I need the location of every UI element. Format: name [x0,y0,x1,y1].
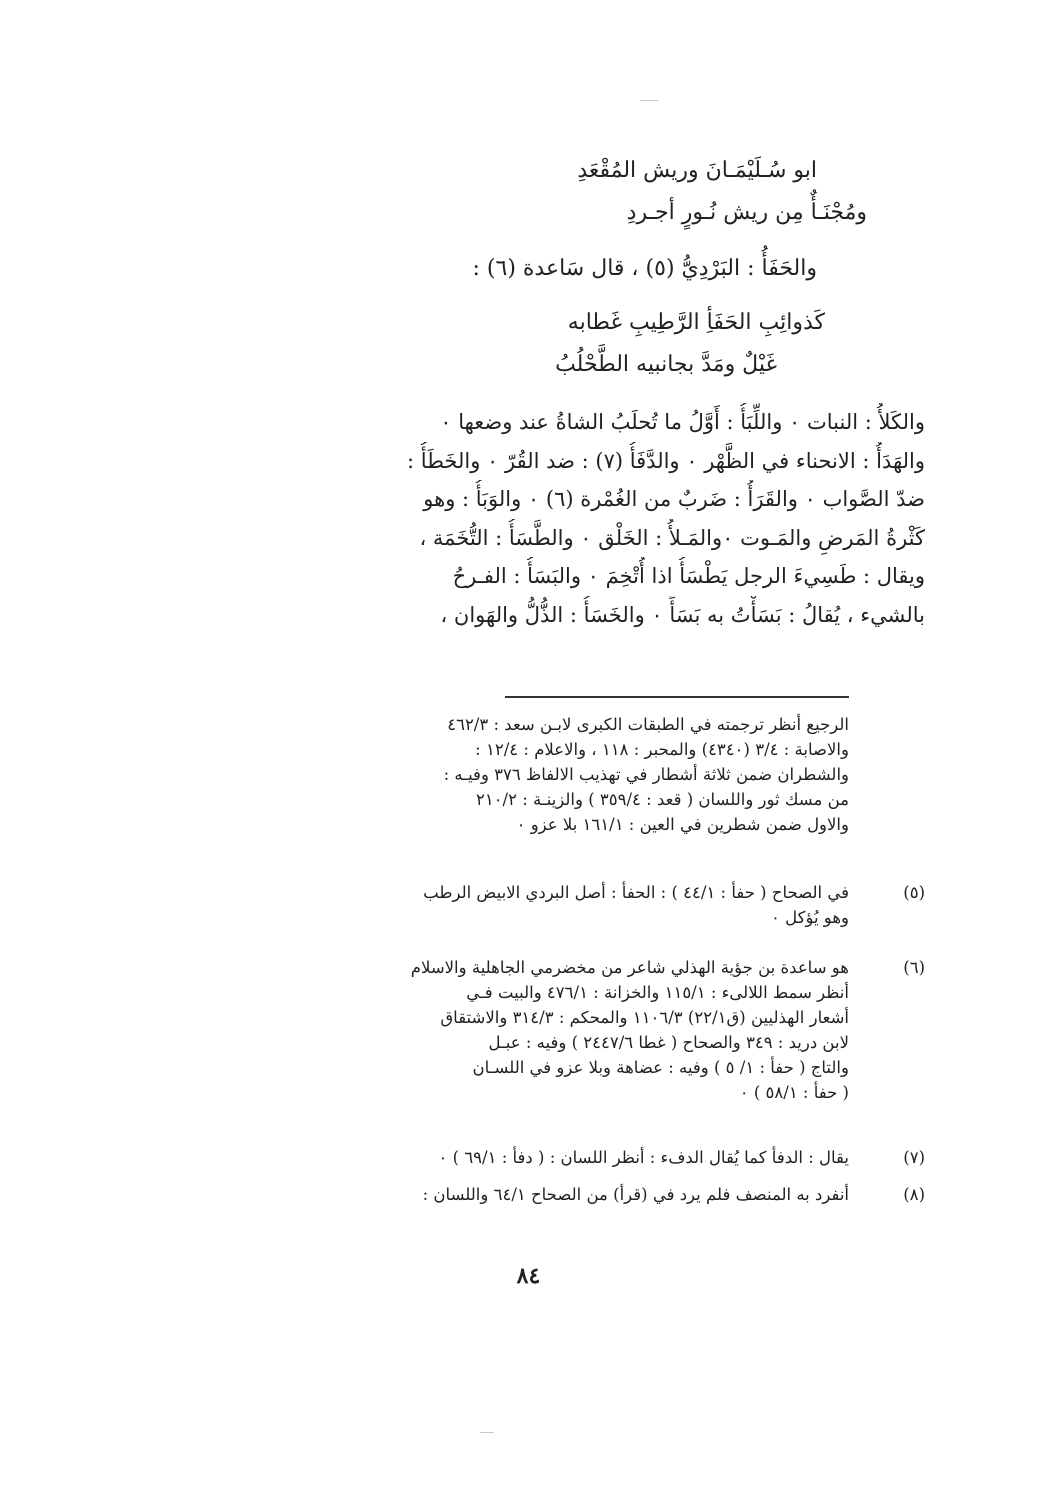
footnote-body [139,1182,849,1207]
footnote-line: وهو يُؤكل ٠ [770,908,849,927]
footnote-line: أنظر سمط اللالىء : ١١٥/١ والخزانة : ٤٧٦/١ والبيت فـي [466,983,849,1002]
footnote-line: الرجيع أنظر ترجمته في الطبقات الكبرى لابـن سعد : ٤٦٢/٣ [447,715,849,734]
footnote-body [139,955,849,1105]
verse-line-1: ابو سُـلَيْمَـانَ وريش المُقْعَدِ [577,158,817,183]
footnote-line: من مسك ثور واللسان ( قعد : ٣٥٩/٤ ) والزينـة : ٢١٠/٢ [475,790,849,809]
footnote-number: (٨) [903,1185,925,1204]
verse-line-3: والحَفَأُ : البَرْدِيُّ (٥) ، قال سَاعدة (٦) : [472,256,817,281]
paragraph-line: ضدّ الصَّواب ٠ والقَرَأُ : ضَربٌ من الغُمْرة (٦) ٠ والوَبَأُ : وهو [423,487,925,511]
footnote-number: (٧) [903,1148,925,1167]
main-paragraph [133,403,925,634]
footnote-line: والشطران ضمن ثلاثة أشطار في تهذيب الالفاظ ٣٧٦ وفيـه : [443,765,849,784]
footnote-divider [505,696,849,698]
footnote-body [139,1145,849,1170]
verse-line-2: ومُجْنَـأٌ مِن ريش نُـورٍ أجـردِ [626,200,867,225]
footnote-line: في الصحاح ( حفأ : ٤٤/١ ) : الحفأ : أصل البردي الابيض الرطب [423,883,849,902]
footnote-line: هو ساعدة بن جؤية الهذلي شاعر من مخضرمي الجاهلية والاسلام [410,958,849,977]
footnote-line: والتاج ( حفأ : ١/ ٥ ) وفيه : عضاهة وبلا عزو في اللسـان [472,1058,849,1077]
paragraph-line: ويقال : طَسِيءَ الرجل يَطْسَأُ اذا أُتْخِمَ ٠ والبَسَأُ : الفـرحُ [452,564,925,588]
footnote-number: (٦) [903,958,925,977]
verse-line-5: غَيْلٌ ومَدَّ بجانبيه الطَّحْلُبُ [555,352,777,377]
footnote-line: أشعار الهذليين (ق٢٢/١) ١١٠٦/٣ والمحكم : ٣١٤/٣ والاشتقاق [440,1008,849,1027]
verse-line-4: كَذوائِبِ الحَفَأِ الرَّطِيبِ غَطابه [567,310,825,335]
scan-speck [480,1432,494,1433]
footnote-line: أنفرد به المنصف فلم يرد في (قرأ) من الصحاح ٦٤/١ واللسان : [422,1185,849,1204]
scan-speck [640,100,658,101]
paragraph-line: بالشيء ، يُقالُ : بَسَأْتُ به بَسَأً ٠ والخَسَأُ : الذُّلُّ والهَوان ، [440,602,925,627]
footnote-line: لابن دريد : ٣٤٩ والصحاح ( غطا ٢٤٤٧/٦ ) وفيه : عبـل [488,1033,849,1052]
page-number: ٨٤ [516,1263,541,1289]
footnote-line: والاصابة : ٣/٤ (٤٣٤٠) والمحبر : ١١٨ ، والاعلام : ١٢/٤ : [475,740,849,759]
paragraph-line: والكَلأُ : النبات ٠ واللِّبَأُ : أَوَّلُ ما تُحلَبُ الشاةُ عند وضعها ٠ [440,410,925,434]
footnote-continuation [139,712,849,837]
footnote-line: والاول ضمن شطرين في العين : ١٦١/١ بلا عزو ٠ [516,815,849,834]
footnote-line: يقال : الدفأ كما يُقال الدفء : أنظر اللسان : ( دفأ : ٦٩/١ ) ٠ [438,1148,849,1167]
paragraph-line: والهَدَأُ : الانحناء في الظَّهْر ٠ والدَّفَأُ (٧) : ضد القُرّ ٠ والخَطَأُ : [407,448,925,473]
footnote-line: ( حفأ : ٥٨/١ ) ٠ [739,1083,849,1102]
footnote-number: (٥) [903,883,925,902]
paragraph-line: كَثْرةُ المَرضِ والمَـوت ٠والمَـلأُ : الخَلْق ٠ والطَّسَأُ : التُّخَمَة ، [419,525,925,550]
footnote-body [139,880,849,930]
